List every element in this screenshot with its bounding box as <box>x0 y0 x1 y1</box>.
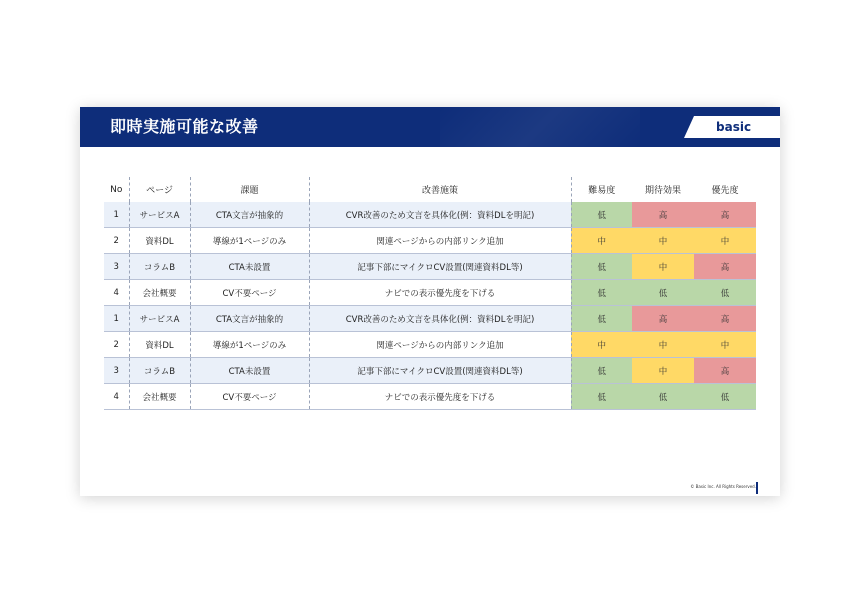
improvement-table <box>104 177 756 410</box>
cell-issue: 導線が1ページのみ <box>190 332 309 358</box>
cell-no: 1 <box>104 306 129 332</box>
cell-action: ナビでの表示優先度を下げる <box>309 280 571 306</box>
table-row <box>104 358 756 384</box>
table-row <box>104 228 756 254</box>
cell-page: 資料DL <box>129 228 190 254</box>
slide-header <box>80 107 780 147</box>
cell-issue: CTA未設置 <box>190 254 309 280</box>
cell-action: 記事下部にマイクロCV設置(関連資料DL等) <box>309 254 571 280</box>
cell-action: CVR改善のため文言を具体化(例：資料DLを明記) <box>309 202 571 228</box>
cell-difficulty: 中 <box>571 332 632 358</box>
cell-difficulty: 低 <box>571 280 632 306</box>
cell-no: 4 <box>104 280 129 306</box>
cell-issue: 導線が1ページのみ <box>190 228 309 254</box>
cell-page: 資料DL <box>129 332 190 358</box>
cell-difficulty: 中 <box>571 228 632 254</box>
cell-no: 4 <box>104 384 129 410</box>
cell-effect: 中 <box>632 358 694 384</box>
header-decoration <box>440 107 640 147</box>
header-action: 改善施策 <box>309 177 571 202</box>
cell-no: 3 <box>104 358 129 384</box>
cell-difficulty: 低 <box>571 254 632 280</box>
cell-effect: 低 <box>632 280 694 306</box>
cell-action: 関連ページからの内部リンク追加 <box>309 332 571 358</box>
cell-action: ナビでの表示優先度を下げる <box>309 384 571 410</box>
cell-page: 会社概要 <box>129 384 190 410</box>
header-effect: 期待効果 <box>644 186 681 196</box>
cell-priority: 高 <box>694 254 756 280</box>
header-issue: 課題 <box>190 177 309 202</box>
cell-no: 2 <box>104 332 129 358</box>
table-row <box>104 202 756 228</box>
cell-issue: CV不要ページ <box>190 384 309 410</box>
cell-action: 関連ページからの内部リンク追加 <box>309 228 571 254</box>
header-page: ページ <box>129 177 190 202</box>
brand-logo: basic <box>716 120 752 134</box>
cell-priority: 高 <box>694 306 756 332</box>
cell-page: 会社概要 <box>129 280 190 306</box>
cell-action: 記事下部にマイクロCV設置(関連資料DL等) <box>309 358 571 384</box>
cell-difficulty: 低 <box>571 202 632 228</box>
cell-priority: 低 <box>694 280 756 306</box>
slide-title: 即時実施可能な改善 <box>110 117 259 136</box>
slide <box>80 107 780 496</box>
cell-priority: 中 <box>694 332 756 358</box>
cell-priority: 高 <box>694 202 756 228</box>
header-priority: 優先度 <box>711 186 739 196</box>
table-body <box>104 202 756 410</box>
table-row <box>104 254 756 280</box>
header-difficulty: 難易度 <box>588 186 616 196</box>
cell-issue: CTA未設置 <box>190 358 309 384</box>
cell-page: サービスA <box>129 202 190 228</box>
cell-priority: 中 <box>694 228 756 254</box>
table-row <box>104 280 756 306</box>
cell-effect: 高 <box>632 306 694 332</box>
table-row <box>104 306 756 332</box>
cell-page: コラムB <box>129 254 190 280</box>
copyright-text: © Basic Inc. All Rights Reserved. <box>690 484 756 489</box>
footer-accent-bar <box>756 482 758 494</box>
cell-no: 3 <box>104 254 129 280</box>
cell-difficulty: 低 <box>571 384 632 410</box>
cell-difficulty: 低 <box>571 306 632 332</box>
cell-effect: 高 <box>632 202 694 228</box>
header-no: No <box>104 177 129 202</box>
cell-page: サービスA <box>129 306 190 332</box>
cell-no: 1 <box>104 202 129 228</box>
cell-action: CVR改善のため文言を具体化(例：資料DLを明記) <box>309 306 571 332</box>
cell-priority: 高 <box>694 358 756 384</box>
cell-effect: 中 <box>632 228 694 254</box>
cell-effect: 中 <box>632 254 694 280</box>
cell-effect: 中 <box>632 332 694 358</box>
cell-page: コラムB <box>129 358 190 384</box>
cell-no: 2 <box>104 228 129 254</box>
cell-issue: CV不要ページ <box>190 280 309 306</box>
table-row <box>104 384 756 410</box>
cell-issue: CTA文言が抽象的 <box>190 202 309 228</box>
cell-difficulty: 低 <box>571 358 632 384</box>
cell-issue: CTA文言が抽象的 <box>190 306 309 332</box>
cell-priority: 低 <box>694 384 756 410</box>
cell-effect: 低 <box>632 384 694 410</box>
table-row <box>104 332 756 358</box>
table-header-row <box>104 177 756 202</box>
